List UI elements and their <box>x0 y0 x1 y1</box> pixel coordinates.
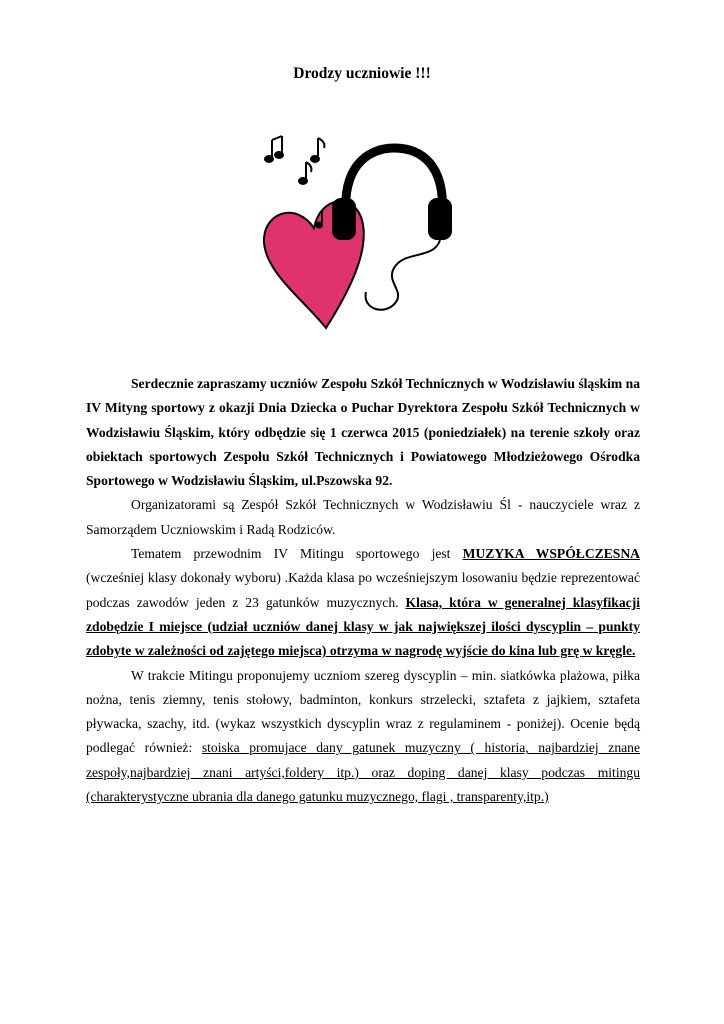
theme-middle: (wcześniej klasy dokonały wyboru) .Każda klasa po wcześniejszym losowaniu będzie reprezentować podczas zawodów jeden z 23 gatunków muzycznych. <box>86 570 640 610</box>
theme-name: MUZYKA WSPÓŁCZESNA <box>462 546 640 562</box>
theme-paragraph <box>86 542 640 663</box>
document-body <box>86 372 640 809</box>
organizers-paragraph: Organizatorami są Zespół Szkół Technicznych w Wodzisławiu Śl - nauczyciele wraz z Samorządem Uczniowskim i Radą Rodziców. <box>86 497 640 537</box>
music-headphones-heart-icon <box>254 120 470 346</box>
disciplines-paragraph <box>86 664 640 810</box>
evaluation-text: stoiska promujace dany gatunek muzyczny ( historia, najbardziej znane zespoły,najbardziej znani artyści,foldery itp.) oraz doping danej klasy podczas mitingu (charakterystyczne ubrania dla danego gatunku muzycznego, flagi , transparenty,itp.) <box>86 740 640 805</box>
invitation-paragraph: Serdecznie zapraszamy uczniów Zespołu Szkół Technicznych w Wodzisławiu śląskim na IV Mityng sportowy z okazji Dnia Dziecka o Puchar Dyrektora Zespołu Szkół Technicznych w Wodzisławiu Śląskim, który odbędzie się 1 czerwca 2015 (poniedziałek) na terenie szkoły oraz obiektach sportowych Zespołu Szkół Technicznych i Powiatowego Młodzieżowego Ośrodka Sportowego w Wodzisławiu Śląskim, ul.Pszowska 92. <box>86 376 640 489</box>
theme-intro: Tematem przewodnim IV Mitingu sportowego jest <box>131 546 463 562</box>
page-title: Drodzy uczniowie !!! <box>293 65 431 82</box>
disciplines-intro: W trakcie Mitingu proponujemy uczniom szereg dyscyplin – min. siatkówka plażowa, piłka nożna, tenis ziemny, tenis stołowy, badminton, konkurs strzelecki, sztafeta z jajkiem, sztafeta pływacka, szachy, itd. (wykaz wszystkich dyscyplin wraz z regulaminem - poniżej). Ocenie będą podlegać również: <box>86 667 640 756</box>
prize-text: Klasa, która w generalnej klasyfikacji zdobędzie I miejsce (udział uczniów danej klasy w jak największej ilości dyscyplin – punkty zdobyte w zależności od zajętego miejsca) otrzyma w nagrodę wyjście do kina lub grę w kręgle. <box>86 594 640 659</box>
